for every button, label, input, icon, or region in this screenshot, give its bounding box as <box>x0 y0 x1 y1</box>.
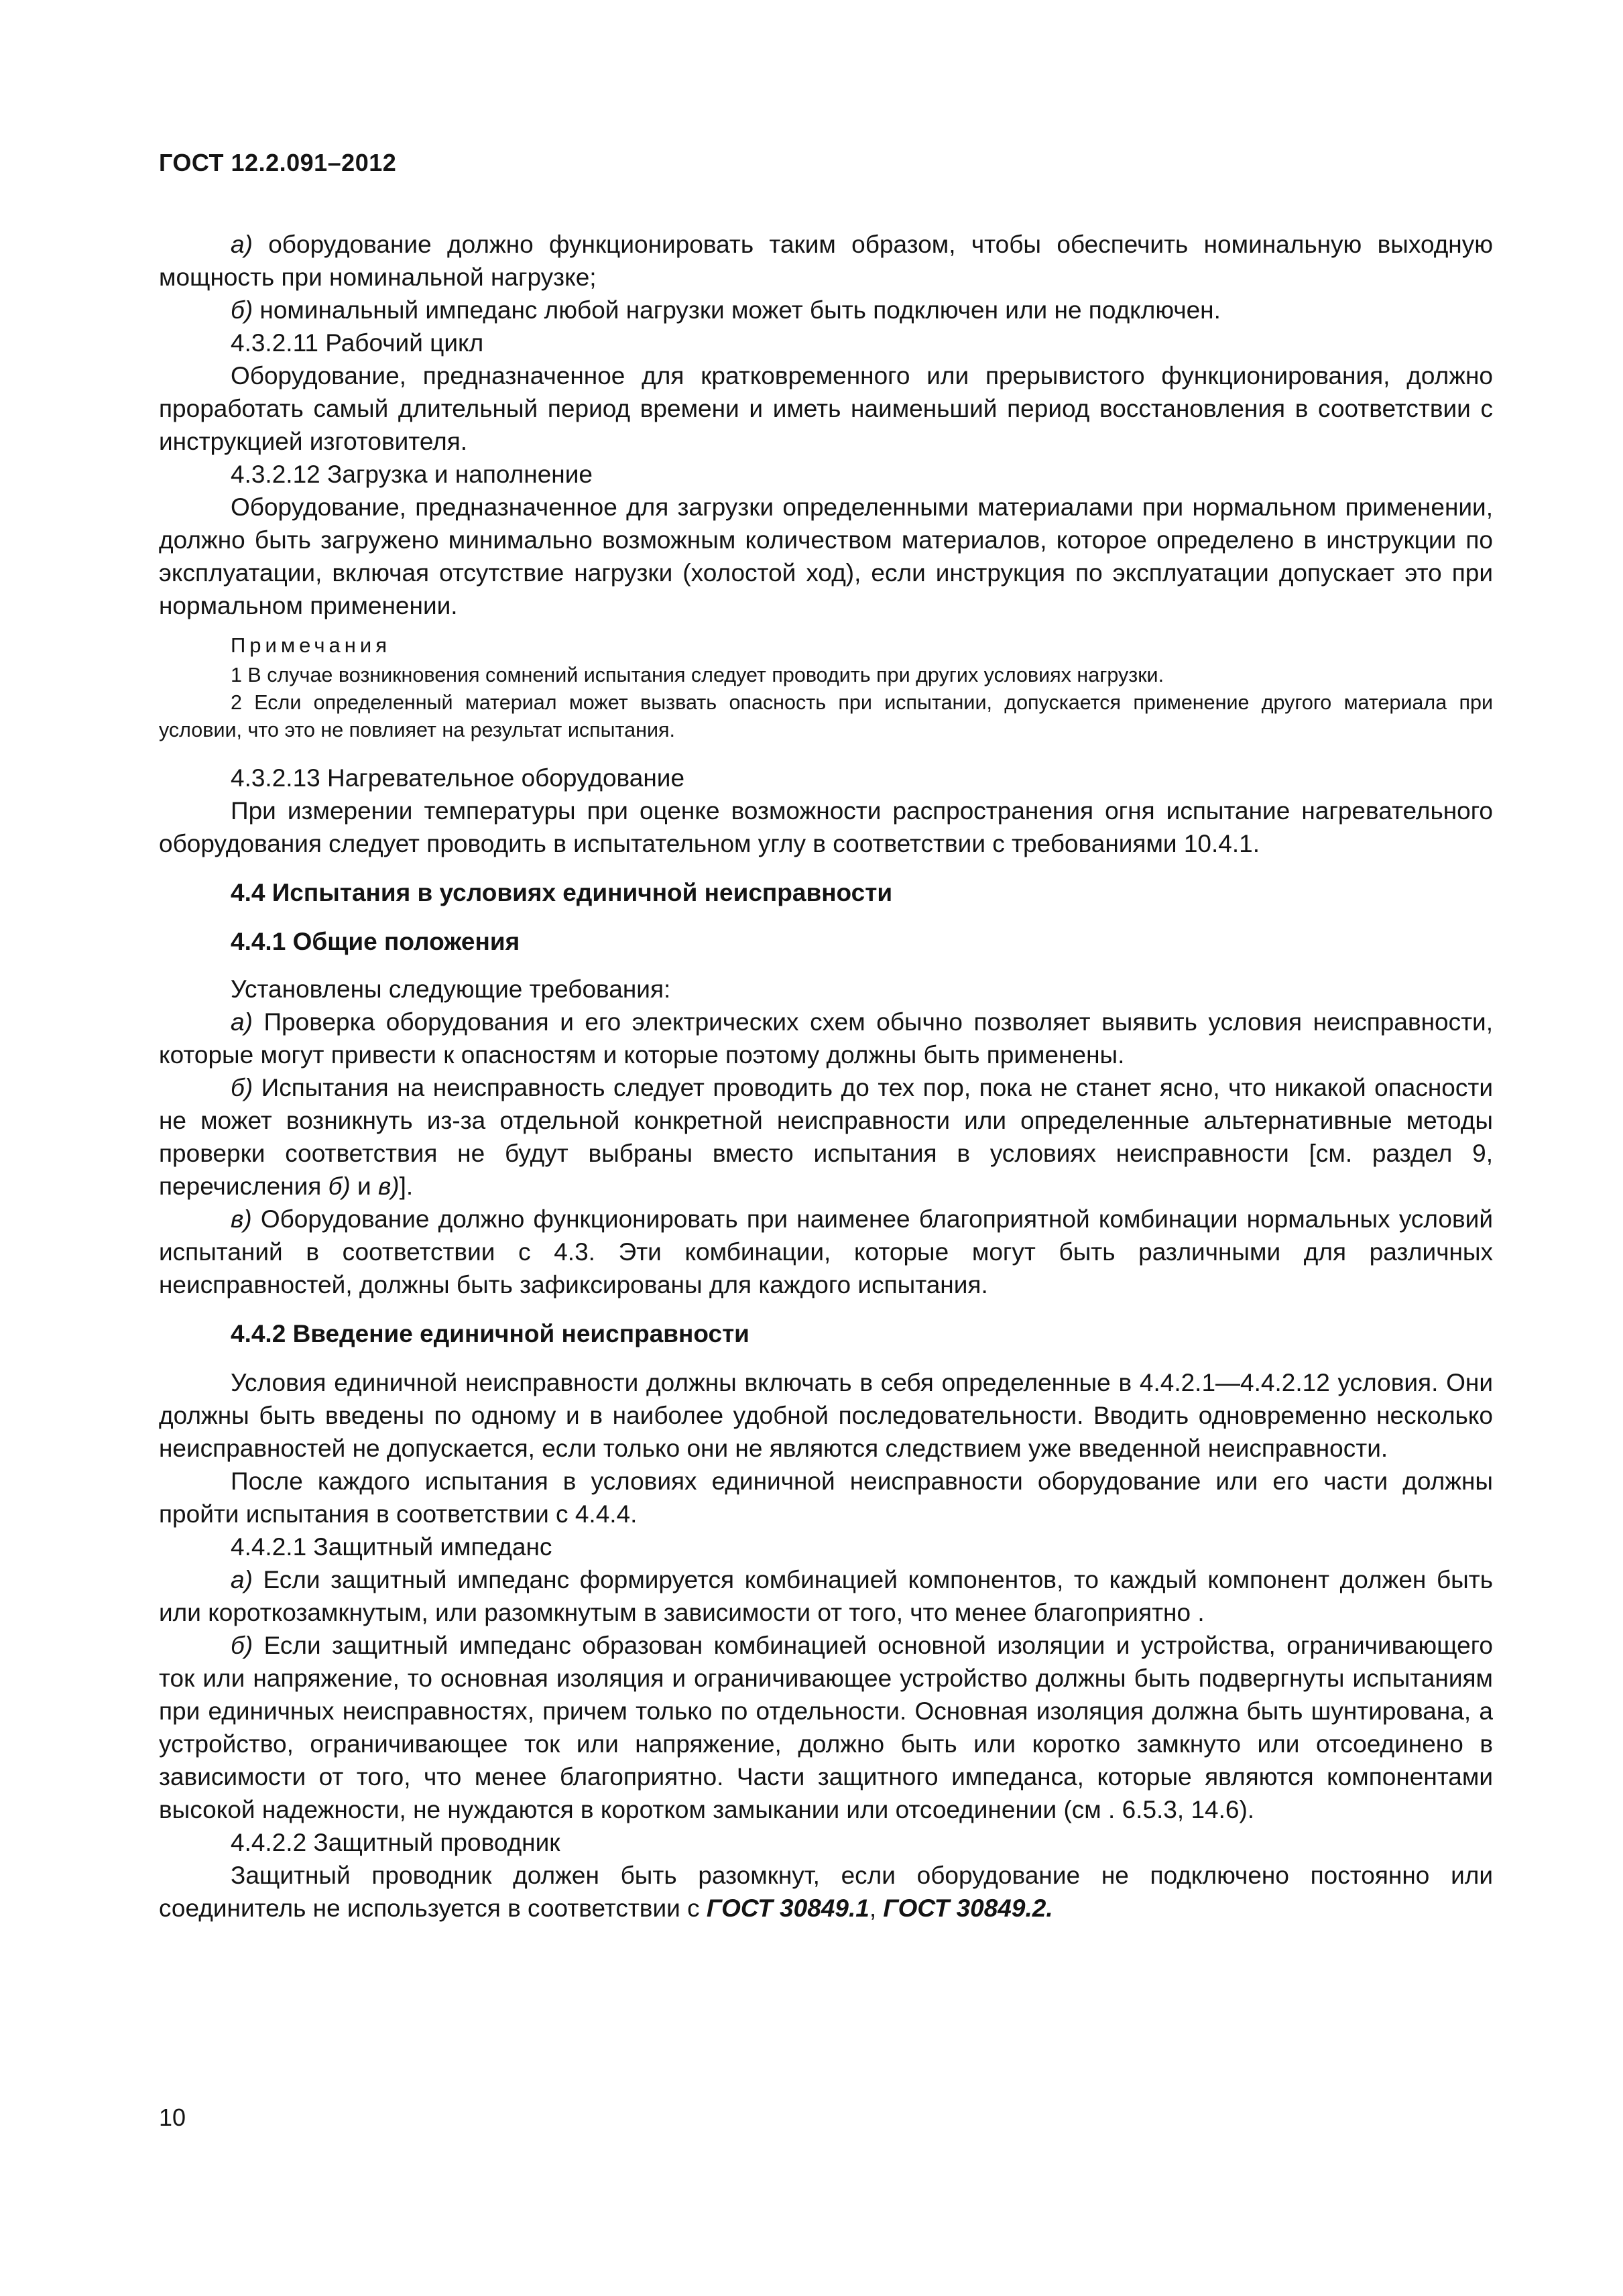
text-run: в) <box>231 1205 252 1233</box>
text-run: 4.3.2.11 Рабочий цикл <box>231 329 484 357</box>
paragraph <box>159 1826 1493 1859</box>
text-run: б) <box>328 1172 351 1200</box>
text-run: После каждого испытания в условиях единичной неисправности оборудование или его части должны пройти испытания в соответствии с 4.4.4. <box>159 1467 1493 1528</box>
text-run: 4.4.2 Введение единичной неисправности <box>231 1320 749 1347</box>
text-run: Защитный проводник должен быть разомкнут, если оборудование не подключено постоянно или соединитель не используется в соответствии с <box>159 1862 1493 1922</box>
text-run: и <box>350 1172 378 1200</box>
text-run: 4.4.2.1 Защитный импеданс <box>231 1533 552 1561</box>
paragraph <box>159 1465 1493 1530</box>
paragraph <box>159 359 1493 458</box>
text-run: Испытания на неисправность следует проводить до тех пор, пока не станет ясно, что никакой опасности не может возникнуть из-за отдельной конкретной неисправности или определенные альтернативные методы проверки соответствия не будут выбраны вместо испытания в условиях неисправности [см. раздел 9, перечисления <box>159 1074 1493 1200</box>
paragraph <box>159 762 1493 794</box>
text-run: Проверка оборудования и его электрических схем обычно позволяет выявить условия неисправности, которые могут привести к опасностям и которые поэтому должны быть применены. <box>159 1008 1493 1069</box>
paragraph <box>159 228 1493 294</box>
text-run: Установлены следующие требования: <box>231 975 671 1003</box>
text-run: 4.3.2.13 Нагревательное оборудование <box>231 764 685 792</box>
document-code-header: ГОСТ 12.2.091–2012 <box>159 149 397 176</box>
text-run: 4.4.2.2 Защитный проводник <box>231 1829 560 1856</box>
text-run: Условия единичной неисправности должны включать в себя определенные в 4.4.2.1—4.4.2.12 условия. Они должны быть введены по одному и в наиболее удобной последовательности. Вводить одновременно несколько неисправностей не допускается, если только они не являются следствием уже введенной неисправности. <box>159 1369 1493 1462</box>
paragraph <box>159 973 1493 1006</box>
text-run: Оборудование, предназначенное для кратковременного или прерывистого функционирования, должно проработать самый длительный период времени и иметь наименьший период восстановления в соответствии с инструкцией изготовителя. <box>159 362 1493 455</box>
text-run: а) <box>231 1008 253 1036</box>
text-run: ГОСТ 30849.1 <box>706 1894 869 1922</box>
text-run: б) <box>231 1632 253 1659</box>
note-item <box>159 662 1493 689</box>
text-run: Если защитный импеданс формируется комбинацией компонентов, то каждый компонент должен быть или короткозамкнутым, или разомкнутым в зависимости от того, что менее благоприятно . <box>159 1566 1493 1626</box>
paragraph <box>159 1859 1493 1925</box>
text-run: , <box>869 1894 884 1922</box>
text-run: Оборудование, предназначенное для загрузки определенными материалами при нормальном применении, должно быть загружено минимально возможным количеством материалов, которое определено в инструкции по эксплуатации, включая отсутствие нагрузки (холостой ход), если инструкция по эксплуатации допускает это при нормальном применении. <box>159 493 1493 619</box>
paragraph <box>159 1629 1493 1826</box>
text-run: Если защитный импеданс образован комбинацией основной изоляции и устройства, ограничивающего ток или напряжение, то основная изоляция и ограничивающее устройство должны быть подвергнуты испытаниям при единичных неисправностях, причем только по отдельности. Основная изоляция должна быть шунтирована, а устройство, ограничивающее ток или напряжение, должно быть или коротко замкнуто или отсоединено в зависимости от того, что менее благоприятно. Части защитного импеданса, которые являются компонентами высокой надежности, не нуждаются в коротком замыкании или отсоединении (см . 6.5.3, 14.6). <box>159 1632 1493 1823</box>
section-heading <box>159 876 1493 909</box>
text-run: б) <box>231 296 253 324</box>
text-run: а) <box>231 231 253 258</box>
note-item <box>159 689 1493 744</box>
paragraph <box>159 1071 1493 1203</box>
paragraph <box>159 1366 1493 1465</box>
paragraph <box>159 1563 1493 1629</box>
paragraph <box>159 794 1493 860</box>
notes-title <box>159 631 1493 659</box>
text-run: Примечания <box>231 633 391 657</box>
paragraph <box>159 294 1493 326</box>
section-heading <box>159 1317 1493 1350</box>
subsection-heading <box>159 925 1493 958</box>
text-run: ]. <box>399 1172 414 1200</box>
document-body <box>159 228 1493 1925</box>
paragraph <box>159 458 1493 491</box>
paragraph <box>159 326 1493 359</box>
paragraph <box>159 1530 1493 1563</box>
text-run: в) <box>377 1172 400 1200</box>
text-run: б) <box>231 1074 253 1101</box>
text-run: При измерении температуры при оценке возможности распространения огня испытание нагревательного оборудования следует проводить в испытательном углу в соответствии с требованиями 10.4.1. <box>159 797 1493 857</box>
text-run: ГОСТ 30849.2. <box>883 1894 1053 1922</box>
text-run: 4.4.1 Общие положения <box>231 928 520 955</box>
text-run: Оборудование должно функционировать при наименее благоприятной комбинации нормальных условий испытаний в соответствии с 4.3. Эти комбинации, которые могут быть различными для различных неисправностей, должны быть зафиксированы для каждого испытания. <box>159 1205 1493 1298</box>
text-run: 2 Если определенный материал может вызвать опасность при испытании, допускается применение другого материала при условии, что это не повлияет на результат испытания. <box>159 691 1493 741</box>
text-run: номинальный импеданс любой нагрузки может быть подключен или не подключен. <box>253 296 1221 324</box>
page-number: 10 <box>159 2104 186 2131</box>
paragraph <box>159 1203 1493 1301</box>
text-run: 4.3.2.12 Загрузка и наполнение <box>231 461 593 488</box>
paragraph <box>159 1006 1493 1071</box>
text-run: 1 В случае возникновения сомнений испытания следует проводить при других условиях нагрузки. <box>231 664 1164 686</box>
text-run: 4.4 Испытания в условиях единичной неисправности <box>231 879 893 906</box>
text-run: а) <box>231 1566 253 1593</box>
text-run: оборудование должно функционировать таким образом, чтобы обеспечить номинальную выходную мощность при номинальной нагрузке; <box>159 231 1493 291</box>
paragraph <box>159 491 1493 622</box>
